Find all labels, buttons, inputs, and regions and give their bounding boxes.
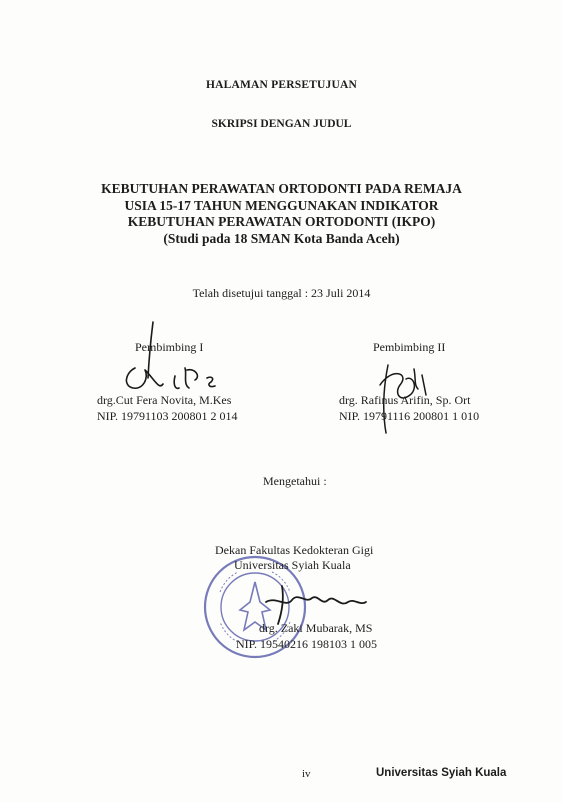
dean-title-line1: Dekan Fakultas Kedokteran Gigi [215, 543, 374, 557]
approval-heading: HALAMAN PERSETUJUAN [205, 79, 358, 91]
supervisor2-role: Pembimbing II [373, 340, 446, 354]
thesis-heading: SKRIPSI DENGAN JUDUL [211, 118, 352, 130]
acknowledged-label: Mengetahui : [263, 474, 327, 488]
dean-title-line2: Universitas Syiah Kuala [234, 558, 351, 572]
title-line-4: (Studi pada 18 SMAN Kota Banda Aceh) [163, 230, 400, 246]
supervisor1-role: Pembimbing I [135, 340, 204, 354]
thesis-title [0, 181, 563, 247]
page-number: iv [302, 768, 311, 780]
supervisor1-signature [115, 318, 225, 403]
footer-university: Universitas Syiah Kuala [376, 767, 507, 779]
approval-date: Telah disetujui tanggal : 23 Juli 2014 [192, 286, 371, 300]
title-line-1: KEBUTUHAN PERAWATAN ORTODONTI PADA REMAJA [101, 181, 462, 196]
dean-name: drg. Zaki Mubarak, MS [259, 621, 373, 635]
supervisor2-nip: NIP. 19791116 200801 1 010 [339, 409, 480, 423]
title-line-3: KEBUTUHAN PERAWATAN ORTODONTI (IKPO) [127, 214, 436, 229]
supervisor2-name: drg. Rafinus Arifin, Sp. Ort [339, 393, 471, 407]
dean-nip: NIP. 19540216 198103 1 005 [236, 637, 378, 651]
title-line-2: USIA 15-17 TAHUN MENGGUNAKAN INDIKATOR [124, 197, 439, 213]
supervisor1-name: drg.Cut Fera Novita, M.Kes [97, 393, 232, 407]
supervisor1-nip: NIP. 19791103 200801 2 014 [97, 409, 238, 423]
